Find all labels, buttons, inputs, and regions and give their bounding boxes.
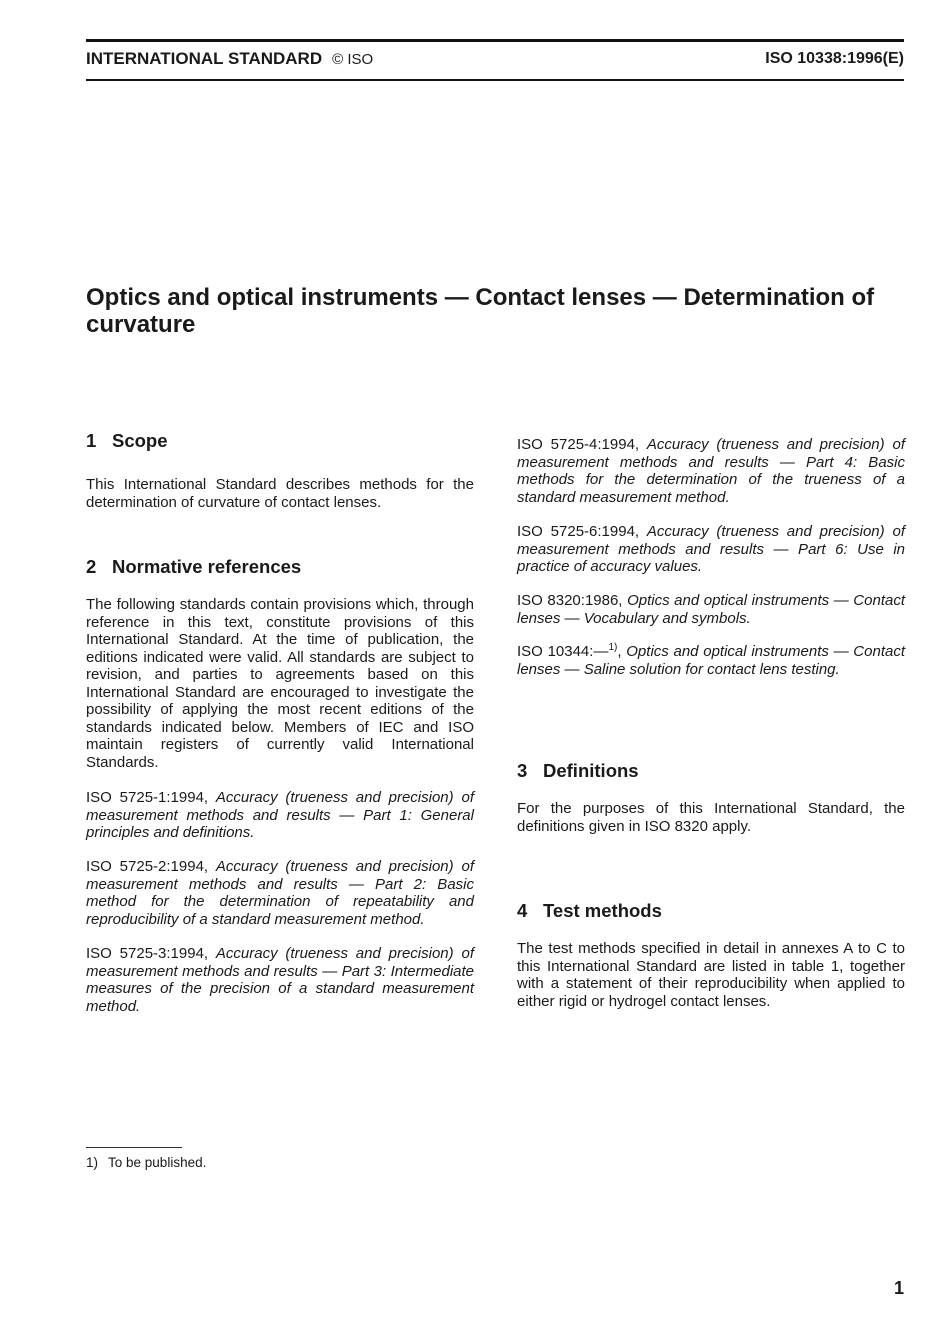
header-doc-id: ISO 10338:1996(E)	[765, 50, 904, 67]
normative-intro: The following standards contain provisions which, through reference in this text, constitute provisions of this International Standard. At the time of publication, the editions indicated were valid. All standards are subject to revision, and parties to agreements based on this International Standard are encouraged to investigate the possibility of applying the most recent editions of the standards indicated below. Members of IEC and ISO maintain registers of currently valid International Standards.	[86, 596, 474, 771]
header-copyright: © ISO	[332, 51, 374, 68]
footnote-reference: 1)	[608, 642, 618, 653]
reference-item: ISO 5725-2:1994, Accuracy (trueness and precision) of measurement methods and results — Part 2: Basic method for the determination of repeatability and reproducibility of a standard measurement method.	[86, 858, 474, 928]
header-label	[86, 49, 373, 69]
reference-item: ISO 5725-6:1994, Accuracy (trueness and precision) of measurement methods and results — Part 6: Use in practice of accuracy values.	[517, 523, 905, 575]
section-heading-normative-references: 2 Normative references	[86, 556, 302, 577]
header-bottom-rule	[86, 79, 904, 81]
footnote-rule	[86, 1147, 182, 1148]
footnote-text: To be published.	[108, 1155, 207, 1170]
section-heading-definitions: 3 Definitions	[517, 760, 639, 781]
footnote	[86, 1155, 206, 1170]
document-title: Optics and optical instruments — Contact lenses — Determination of curvature	[86, 284, 875, 338]
scope-text: This International Standard describes methods for the determination of curvature of contact lenses.	[86, 476, 474, 511]
header-top-rule	[86, 39, 904, 42]
footnote-mark: 1)	[86, 1155, 99, 1170]
reference-item: ISO 5725-4:1994, Accuracy (trueness and precision) of measurement methods and results — Part 4: Basic methods for the determination of the trueness of a standard measurement method.	[517, 436, 905, 506]
page-number: 1	[893, 1278, 904, 1298]
header-standard-label: INTERNATIONAL STANDARD	[86, 49, 323, 68]
test-methods-text: The test methods specified in detail in annexes A to C to this International Standard are listed in table 1, together with a statement of their reproducibility when applied to either rigid or hydrogel contact lenses.	[517, 940, 905, 1010]
reference-item: ISO 8320:1986, Optics and optical instruments — Contact lenses — Vocabulary and symbols.	[517, 592, 905, 627]
reference-item: ISO 10344:—$^{1)}$, Optics and optical instruments — Contact lenses — Saline solution for contact lens testing.	[517, 642, 905, 678]
section-heading-scope: 1 Scope	[86, 430, 168, 451]
definitions-text: For the purposes of this International Standard, the definitions given in ISO 8320 apply.	[517, 800, 905, 835]
reference-item: ISO 5725-1:1994, Accuracy (trueness and precision) of measurement methods and results — Part 1: General principles and definitions.	[86, 789, 474, 841]
reference-item: ISO 5725-3:1994, Accuracy (trueness and precision) of measurement methods and results — Part 3: Intermediate measures of the precision of a standard measurement method.	[86, 945, 474, 1015]
section-heading-test-methods: 4 Test methods	[517, 900, 662, 921]
